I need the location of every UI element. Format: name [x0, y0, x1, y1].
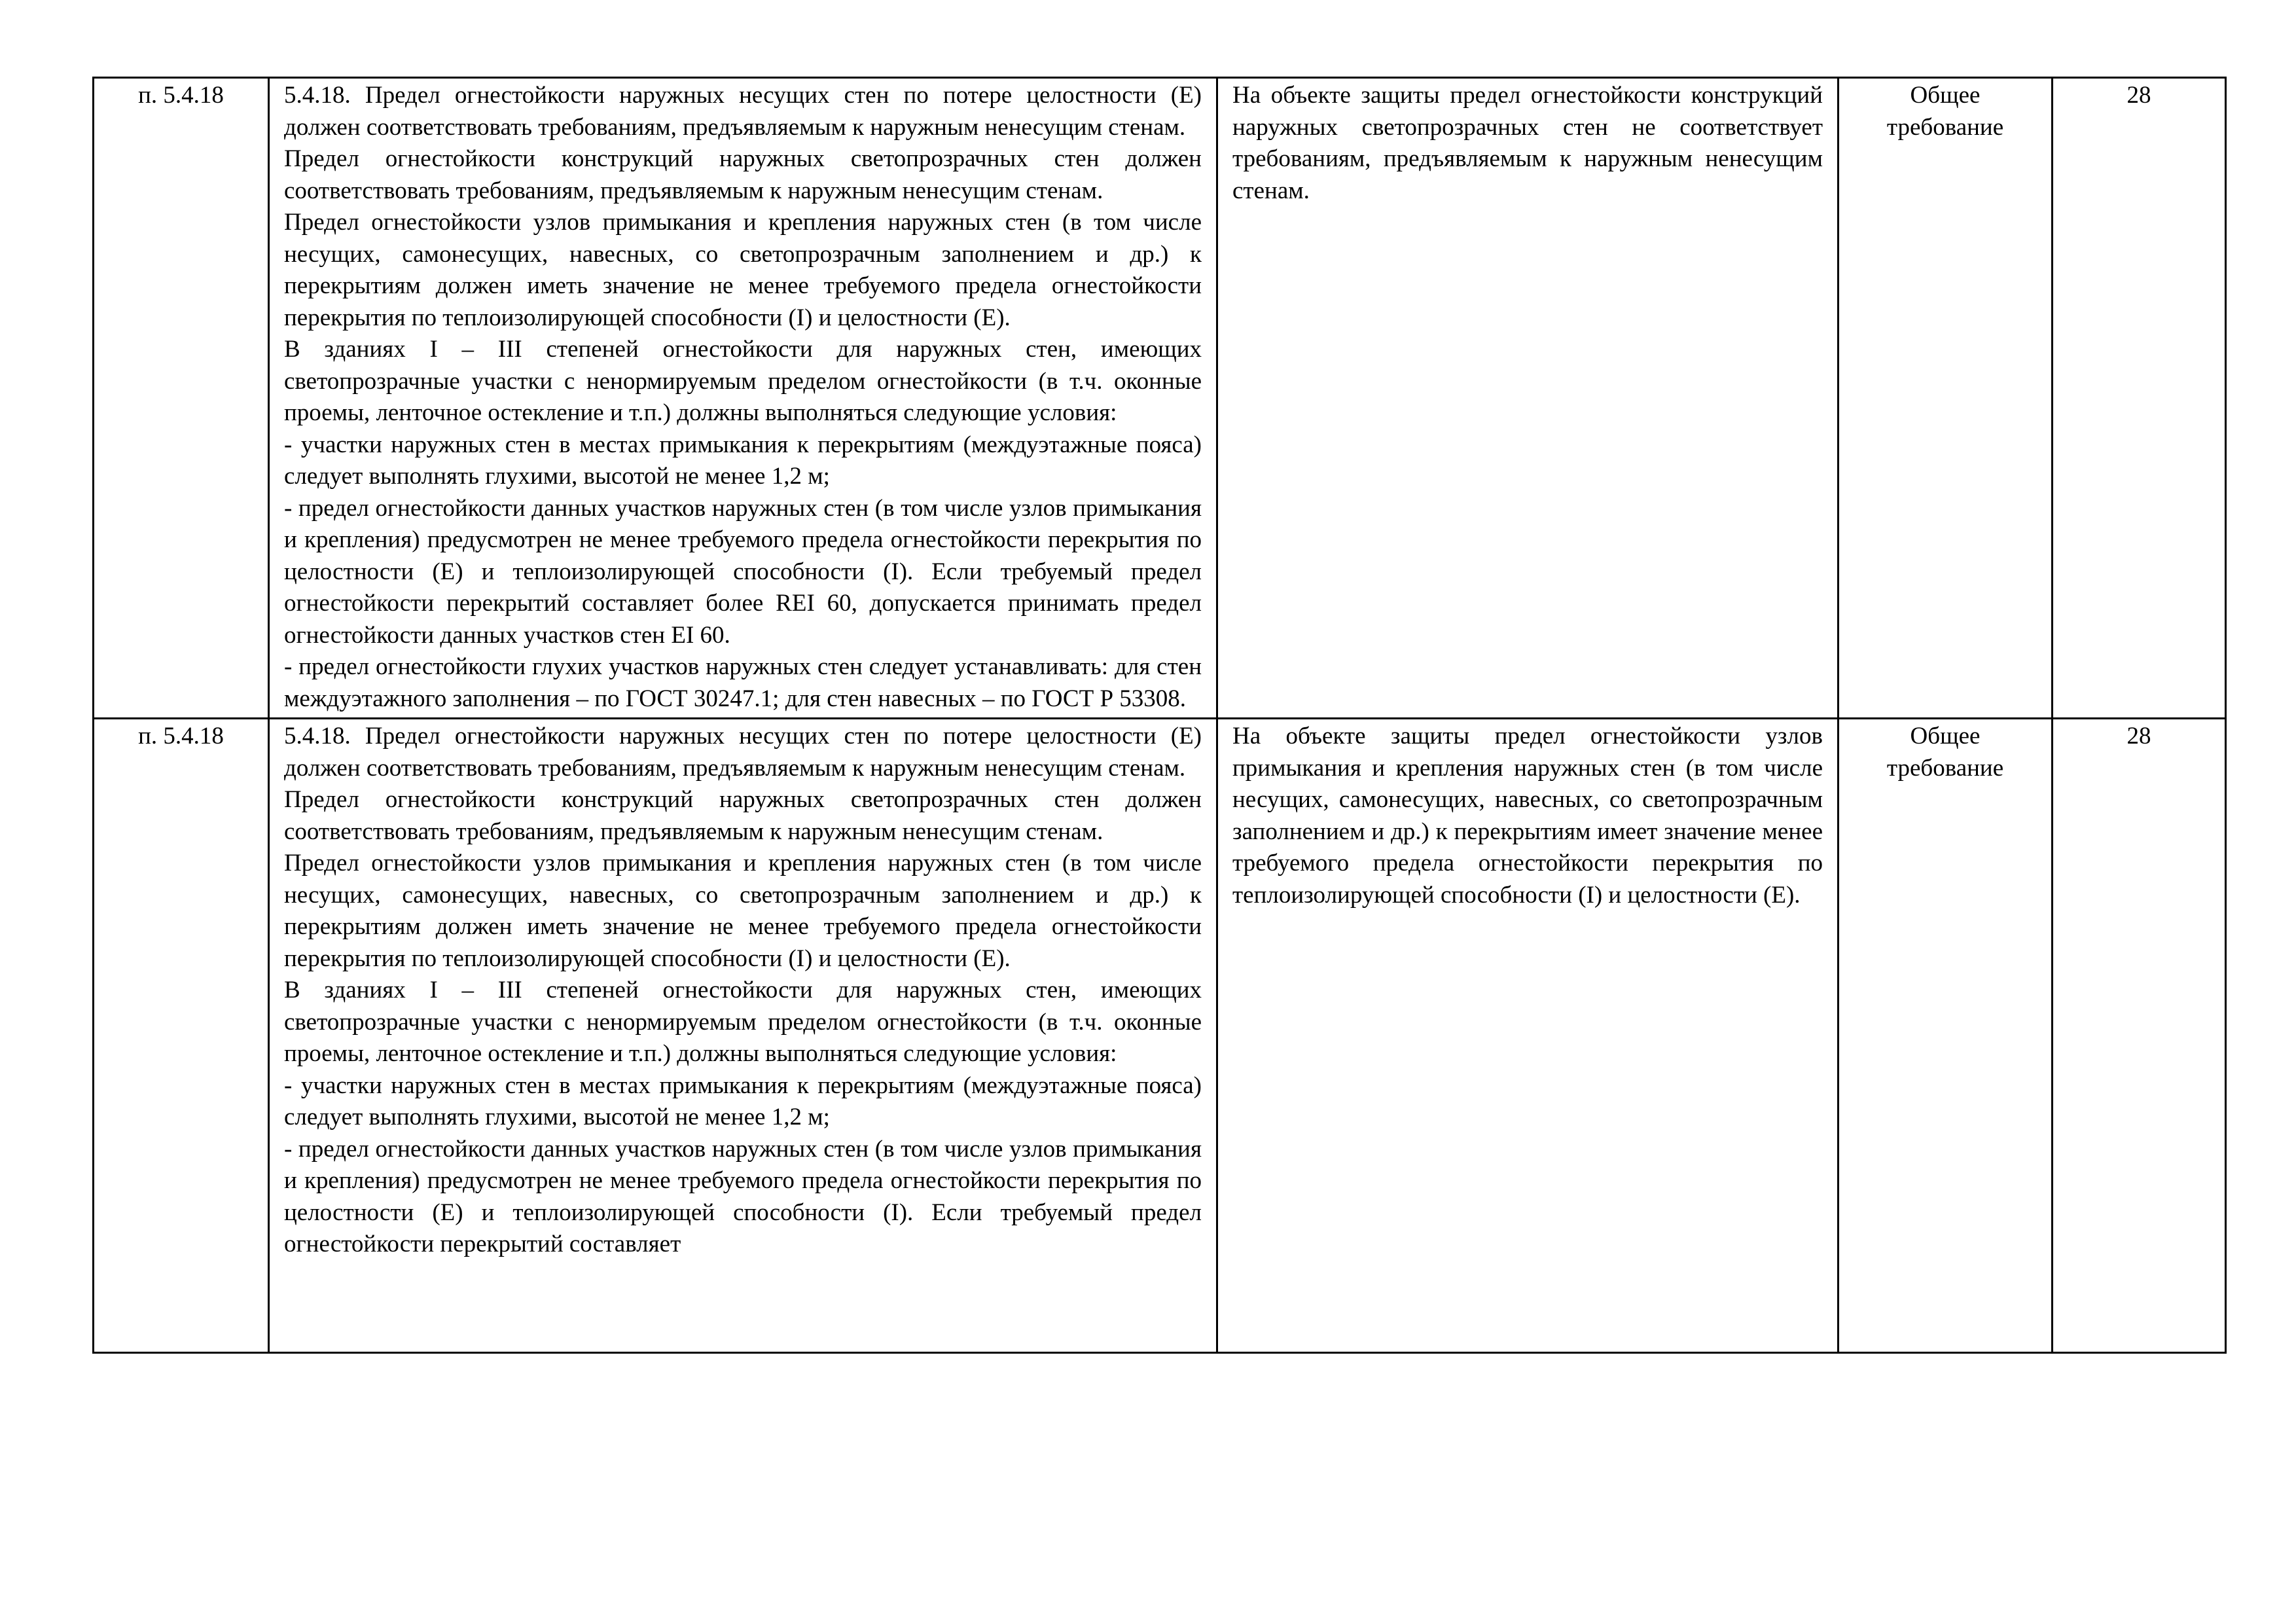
requirement-paragraph: - участки наружных стен в местах примыкания к перекрытиям (междуэтажные пояса) следует выполнять глухими, высотой не менее 1,2 м;: [284, 1072, 1202, 1130]
requirement-paragraph: В зданиях I – III степеней огнестойкости для наружных стен, имеющих светопрозрачные участки с ненормируемым пределом огнестойкости (в т.ч. оконные проемы, ленточное остекление и т.п.) должны выполняться следующие условия:: [284, 977, 1202, 1067]
requirement-text: [269, 78, 1217, 719]
requirement-type: Общее требование: [1839, 719, 2053, 1353]
violation-description: На объекте защиты предел огнестойкости узлов примыкания и крепления наружных стен (в том числе несущих, самонесущих, навесных, со светопрозрачным заполнением и др.) к перекрытиям имеет значение менее требуемого предела огнестойкости перекрытия по теплоизолирующей способности (I) и целостности (Е).: [1217, 719, 1839, 1353]
requirements-table: [92, 77, 2227, 1354]
table-row: [94, 78, 2226, 719]
requirement-paragraph: В зданиях I – III степеней огнестойкости для наружных стен, имеющих светопрозрачные участки с ненормируемым пределом огнестойкости (в т.ч. оконные проемы, ленточное остекление и т.п.) должны выполняться следующие условия:: [284, 336, 1202, 426]
requirement-paragraph: - предел огнестойкости глухих участков наружных стен следует устанавливать: для стен междуэтажного заполнения – по ГОСТ 30247.1; для стен навесных – по ГОСТ Р 53308.: [284, 653, 1202, 712]
requirement-paragraph: Предел огнестойкости конструкций наружных светопрозрачных стен должен соответствовать требованиям, предъявляемым к наружным ненесущим стенам.: [284, 786, 1202, 845]
requirement-type: Общее требование: [1839, 78, 2053, 719]
requirement-paragraph: Предел огнестойкости конструкций наружных светопрозрачных стен должен соответствовать требованиям, предъявляемым к наружным ненесущим стенам.: [284, 145, 1202, 204]
requirement-paragraph: - участки наружных стен в местах примыкания к перекрытиям (междуэтажные пояса) следует выполнять глухими, высотой не менее 1,2 м;: [284, 431, 1202, 490]
requirement-text: [269, 719, 1217, 1353]
violation-description: На объекте защиты предел огнестойкости конструкций наружных светопрозрачных стен не соответствует требованиям, предъявляемым к наружным ненесущим стенам.: [1217, 78, 1839, 719]
requirement-paragraph: - предел огнестойкости данных участков наружных стен (в том числе узлов примыкания и крепления) предусмотрен не менее требуемого предела огнестойкости перекрытия по целостности (Е) и теплоизолирующей способности (I). Если требуемый предел огнестойкости перекрытий составляет более REI 60, допускается принимать предел огнестойкости данных участков стен EI 60.: [284, 494, 1202, 649]
table-row: [94, 719, 2226, 1353]
row-number: 28: [2053, 78, 2226, 719]
requirement-paragraph: Предел огнестойкости узлов примыкания и крепления наружных стен (в том числе несущих, самонесущих, навесных, со светопрозрачным заполнением и др.) к перекрытиям должен иметь значение не менее требуемого предела огнестойкости перекрытия по теплоизолирующей способности (I) и целостности (Е).: [284, 850, 1202, 972]
clause-reference: п. 5.4.18: [94, 78, 269, 719]
requirement-paragraph: 5.4.18. Предел огнестойкости наружных несущих стен по потере целостности (Е) должен соответствовать требованиям, предъявляемым к наружным ненесущим стенам.: [284, 723, 1202, 782]
requirement-paragraph: 5.4.18. Предел огнестойкости наружных несущих стен по потере целостности (Е) должен соответствовать требованиям, предъявляемым к наружным ненесущим стенам.: [284, 82, 1202, 141]
clause-reference: п. 5.4.18: [94, 719, 269, 1353]
requirement-paragraph: Предел огнестойкости узлов примыкания и крепления наружных стен (в том числе несущих, самонесущих, навесных, со светопрозрачным заполнением и др.) к перекрытиям должен иметь значение не менее требуемого предела огнестойкости перекрытия по теплоизолирующей способности (I) и целостности (Е).: [284, 209, 1202, 331]
requirement-paragraph: - предел огнестойкости данных участков наружных стен (в том числе узлов примыкания и крепления) предусмотрен не менее требуемого предела огнестойкости перекрытия по целостности (Е) и теплоизолирующей способности (I). Если требуемый предел огнестойкости перекрытий составляет: [284, 1135, 1202, 1257]
row-number: 28: [2053, 719, 2226, 1353]
